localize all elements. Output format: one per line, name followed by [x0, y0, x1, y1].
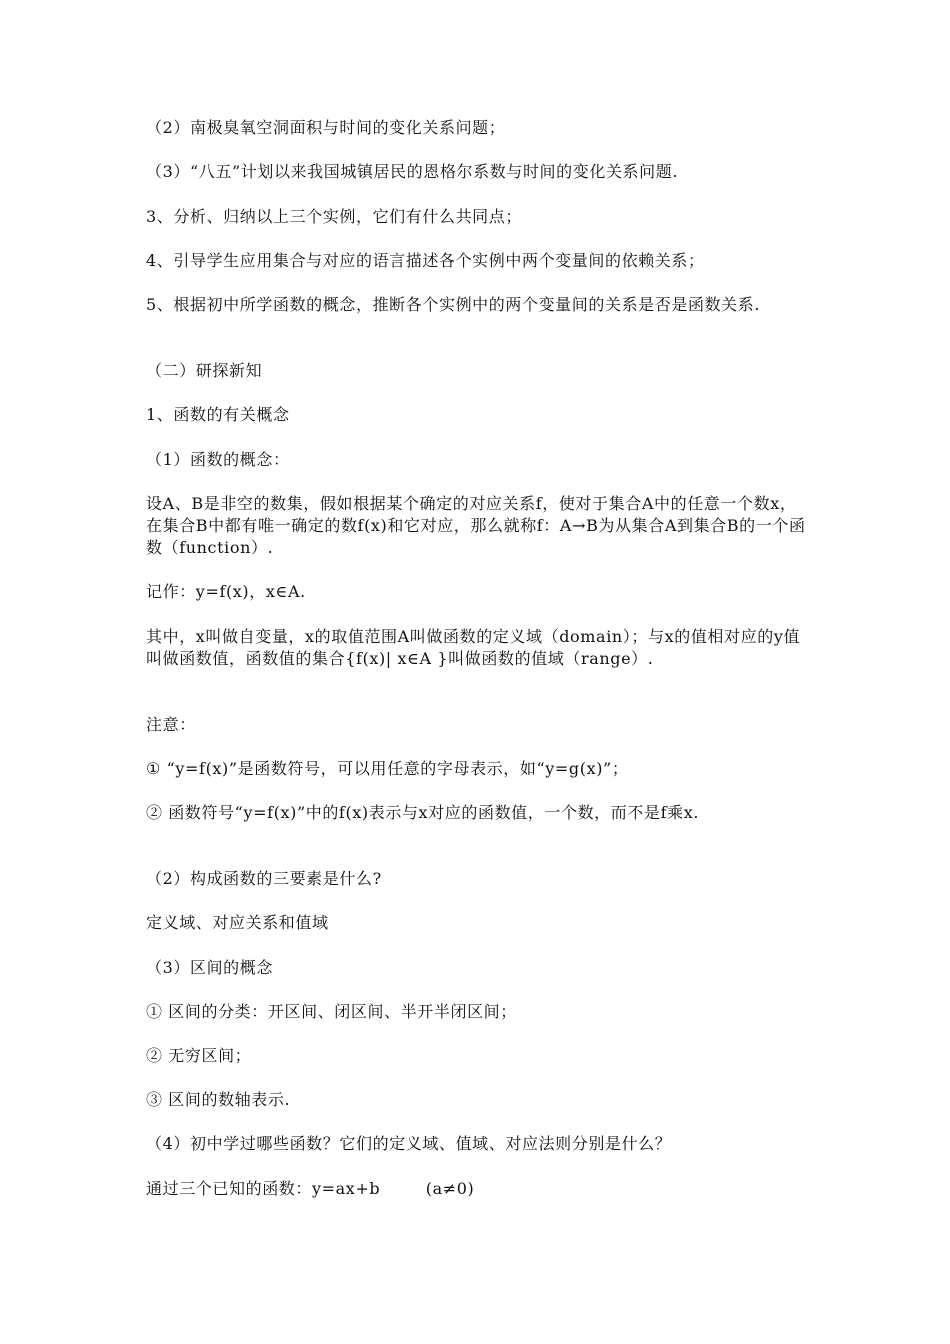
paragraph-ozone-hole: （2）南极臭氧空洞面积与时间的变化关系问题； — [146, 118, 506, 137]
paragraph-number-line: ③ 区间的数轴表示. — [146, 1090, 291, 1109]
paragraph-domain-range: 其中，x叫做自变量，x的取值范围A叫做函数的定义域（domain）；与x的值相对应的y值叫做函数值，函数值的集合{f(x)| x∈A }叫做函数的值域（range）. — [146, 627, 801, 668]
paragraph-linear-function: 通过三个已知的函数：y=ax+b (a≠0) — [146, 1179, 475, 1198]
subsection-known-functions: （4）初中学过哪些函数？它们的定义域、值域、对应法则分别是什么？ — [146, 1134, 672, 1153]
subsection-heading: 1、函数的有关概念 — [146, 405, 290, 424]
paragraph-note-2: ② 函数符号“y=f(x)”中的f(x)表示与x对应的函数值，一个数，而不是f乘x. — [146, 803, 700, 822]
paragraph-note-heading: 注意： — [146, 715, 196, 734]
paragraph-step-4: 4、引导学生应用集合与对应的语言描述各个实例中两个变量间的依赖关系； — [146, 251, 705, 270]
paragraph-definition: 设A、B是非空的数集，假如根据某个确定的对应关系f，使对于集合A中的任意一个数x，在集合B中都有唯一确定的数f(x)和它对应，那么就称f：A→B为从集合A到集合B的一个函数（function）. — [146, 494, 806, 557]
paragraph-step-3: 3、分析、归纳以上三个实例，它们有什么共同点； — [146, 207, 522, 226]
paragraph-engel-coefficient: （3）“八五”计划以来我国城镇居民的恩格尔系数与时间的变化关系问题. — [146, 162, 679, 181]
subsection-interval: （3）区间的概念 — [146, 958, 273, 977]
paragraph-note-1: ① “y=f(x)”是函数符号，可以用任意的字母表示，如“y=g(x)”； — [146, 759, 629, 778]
paragraph-three-elements-answer: 定义域、对应关系和值域 — [146, 913, 329, 932]
paragraph-infinite-interval: ② 无穷区间； — [146, 1046, 252, 1065]
subsection-function-concept: （1）函数的概念： — [146, 450, 290, 469]
subsection-three-elements: （2）构成函数的三要素是什么? — [146, 869, 382, 888]
paragraph-interval-types: ① 区间的分类：开区间、闭区间、半开半闭区间； — [146, 1002, 517, 1021]
section-heading: （二）研探新知 — [146, 361, 263, 380]
paragraph-step-5: 5、根据初中所学函数的概念，推断各个实例中的两个变量间的关系是否是函数关系. — [146, 295, 761, 314]
paragraph-notation: 记作：y=f(x)，x∈A. — [146, 582, 306, 601]
